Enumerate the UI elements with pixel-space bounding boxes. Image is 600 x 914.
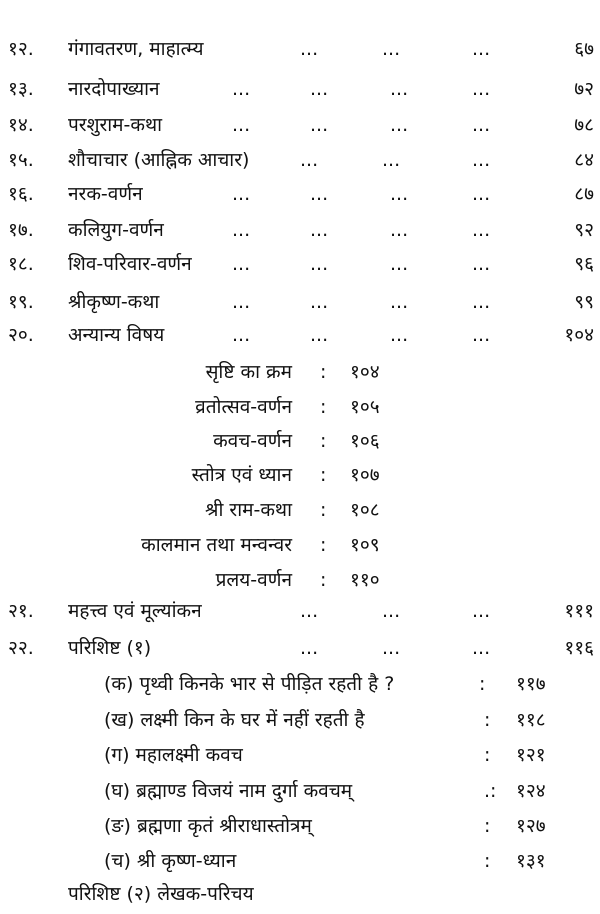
toc-subentry xyxy=(0,568,380,594)
toc-entry xyxy=(0,636,594,662)
appendix-entry xyxy=(104,849,584,875)
entry-number: १५. xyxy=(8,149,34,171)
subentry-page-number: १०६ xyxy=(350,430,380,452)
leader-dot: ... xyxy=(232,183,251,205)
leader-dot: ... xyxy=(472,637,491,659)
entry-number: २०. xyxy=(8,324,34,346)
leader-dot: ... xyxy=(382,600,401,622)
leader-dot: ... xyxy=(232,324,251,346)
appendix-title: (ग) महालक्ष्मी कवच xyxy=(104,744,243,766)
appendix-colon: : xyxy=(484,744,491,766)
appendix-colon: : xyxy=(484,815,491,837)
entry-number: १३. xyxy=(8,78,34,100)
subentry-colon: : xyxy=(320,430,327,452)
entry-number: २२. xyxy=(8,637,34,659)
appendix-page-number: १२७ xyxy=(516,815,546,837)
leader-dot: ... xyxy=(300,637,319,659)
entry-page-number: ६७ xyxy=(574,38,594,60)
leader-dot: ... xyxy=(472,38,491,60)
entry-page-number: ८७ xyxy=(574,183,594,205)
subentry-title: प्रलय-वर्णन xyxy=(215,569,292,591)
entry-title: शौचाचार (आह्निक आचार) xyxy=(68,149,250,171)
appendix-page-number: ११७ xyxy=(516,673,546,695)
leader-dot: ... xyxy=(310,114,329,136)
leader-dot: ... xyxy=(382,149,401,171)
leader-dot: ... xyxy=(390,324,409,346)
leader-dot: ... xyxy=(472,183,491,205)
toc-subentry xyxy=(0,360,380,386)
leader-dot: ... xyxy=(232,114,251,136)
leader-dot: ... xyxy=(382,38,401,60)
leader-dot: ... xyxy=(310,253,329,275)
leader-dot: ... xyxy=(300,38,319,60)
appendix-page-number: १२१ xyxy=(516,744,546,766)
appendix-entry xyxy=(104,779,584,805)
leader-dot: ... xyxy=(472,253,491,275)
leader-dot: ... xyxy=(472,149,491,171)
leader-dot: ... xyxy=(382,637,401,659)
leader-dot: ... xyxy=(472,114,491,136)
subentry-colon: : xyxy=(320,396,327,418)
entry-number: १२. xyxy=(8,38,34,60)
entry-page-number: १०४ xyxy=(564,324,594,346)
subentry-colon: : xyxy=(320,569,327,591)
entry-title: नरक-वर्णन xyxy=(68,183,143,205)
appendix-entry xyxy=(104,814,584,840)
leader-dot: ... xyxy=(472,78,491,100)
appendix-final-entry: परिशिष्ट (२) लेखक-परिचय xyxy=(68,883,254,905)
leader-dot: ... xyxy=(390,183,409,205)
toc-entry xyxy=(0,290,594,316)
toc-subentry xyxy=(0,533,380,559)
toc-entry xyxy=(0,182,594,208)
leader-dot: ... xyxy=(232,253,251,275)
leader-dot: ... xyxy=(472,291,491,313)
subentry-page-number: १०४ xyxy=(350,361,380,383)
toc-subentry xyxy=(0,463,380,489)
leader-dot: ... xyxy=(310,291,329,313)
leader-dot: ... xyxy=(390,291,409,313)
entry-page-number: १११ xyxy=(564,600,594,622)
subentry-colon: : xyxy=(320,464,327,486)
entry-number: १८. xyxy=(8,253,34,275)
subentry-page-number: ११० xyxy=(350,569,380,591)
entry-title: अन्यान्य विषय xyxy=(68,324,165,346)
appendix-colon: : xyxy=(479,673,486,695)
entry-page-number: ९९ xyxy=(574,291,594,313)
subentry-title: श्री राम-कथा xyxy=(205,499,292,521)
entry-number: २१. xyxy=(8,600,34,622)
appendix-title: (ख) लक्ष्मी किन के घर में नहीं रहती है xyxy=(104,709,365,731)
toc-entry xyxy=(0,37,594,63)
subentry-colon: : xyxy=(320,499,327,521)
subentry-title: कवच-वर्णन xyxy=(213,430,292,452)
entry-title: नारदोपाख्यान xyxy=(68,78,160,100)
toc-entry xyxy=(0,323,594,349)
subentry-page-number: १०८ xyxy=(350,499,380,521)
subentry-page-number: १०७ xyxy=(350,464,380,486)
entry-page-number: ११६ xyxy=(564,637,594,659)
entry-page-number: ७२ xyxy=(574,78,594,100)
subentry-title: स्तोत्र एवं ध्यान xyxy=(191,464,292,486)
entry-number: १७. xyxy=(8,219,34,241)
leader-dot: ... xyxy=(390,219,409,241)
appendix-title: (क) पृथ्वी किनके भार से पीड़ित रहती है ? xyxy=(104,673,395,695)
toc-entry xyxy=(0,599,594,625)
entry-page-number: ९२ xyxy=(574,219,594,241)
leader-dot: ... xyxy=(390,253,409,275)
entry-page-number: ८४ xyxy=(574,149,594,171)
toc-subentry xyxy=(0,498,380,524)
entry-title: शिव-परिवार-वर्णन xyxy=(68,253,192,275)
toc-subentry xyxy=(0,429,380,455)
entry-number: १४. xyxy=(8,114,34,136)
subentry-title: व्रतोत्सव-वर्णन xyxy=(195,396,292,418)
toc-entry xyxy=(0,77,594,103)
toc-entry xyxy=(0,252,594,278)
entry-title: महत्त्व एवं मूल्यांकन xyxy=(68,600,202,622)
subentry-colon: : xyxy=(320,361,327,383)
leader-dot: ... xyxy=(390,78,409,100)
entry-title: गंगावतरण, माहात्म्य xyxy=(68,38,204,60)
entry-title: परशुराम-कथा xyxy=(68,114,163,136)
appendix-colon: : xyxy=(484,709,491,731)
entry-page-number: ९६ xyxy=(574,253,594,275)
leader-dot: ... xyxy=(472,600,491,622)
leader-dot: ... xyxy=(472,324,491,346)
toc-entry xyxy=(0,148,594,174)
entry-page-number: ७८ xyxy=(574,114,594,136)
subentry-title: कालमान तथा मन्वन्वर xyxy=(141,534,292,556)
appendix-page-number: १३१ xyxy=(516,850,546,872)
leader-dot: ... xyxy=(310,324,329,346)
leader-dot: ... xyxy=(310,78,329,100)
appendix-entry xyxy=(104,672,584,698)
leader-dot: ... xyxy=(472,219,491,241)
appendix-title: (ङ) ब्रह्मणा कृतं श्रीराधास्तोत्रम् xyxy=(104,815,312,837)
leader-dot: ... xyxy=(232,219,251,241)
leader-dot: ... xyxy=(232,78,251,100)
leader-dot: ... xyxy=(300,149,319,171)
leader-dot: ... xyxy=(390,114,409,136)
subentry-title: सृष्टि का क्रम xyxy=(205,361,292,383)
appendix-colon: .: xyxy=(484,780,497,802)
leader-dot: ... xyxy=(232,291,251,313)
appendix-title: (च) श्री कृष्ण-ध्यान xyxy=(104,850,237,872)
appendix-page-number: ११८ xyxy=(516,709,546,731)
leader-dot: ... xyxy=(310,183,329,205)
appendix-entry xyxy=(104,708,584,734)
leader-dot: ... xyxy=(300,600,319,622)
appendix-entry xyxy=(104,743,584,769)
toc-entry xyxy=(0,113,594,139)
entry-number: १६. xyxy=(8,183,34,205)
appendix-page-number: १२४ xyxy=(516,780,546,802)
entry-title: परिशिष्ट (१) xyxy=(68,637,152,659)
entry-number: १९. xyxy=(8,291,34,313)
subentry-page-number: १०५ xyxy=(350,396,380,418)
entry-title: कलियुग-वर्णन xyxy=(68,219,164,241)
appendix-title: (घ) ब्रह्माण्ड विजयं नाम दुर्गा कवचम् xyxy=(104,780,353,802)
entry-title: श्रीकृष्ण-कथा xyxy=(68,291,160,313)
subentry-colon: : xyxy=(320,534,327,556)
toc-subentry xyxy=(0,395,380,421)
leader-dot: ... xyxy=(310,219,329,241)
toc-entry xyxy=(0,218,594,244)
appendix-colon: : xyxy=(484,850,491,872)
subentry-page-number: १०९ xyxy=(350,534,380,556)
